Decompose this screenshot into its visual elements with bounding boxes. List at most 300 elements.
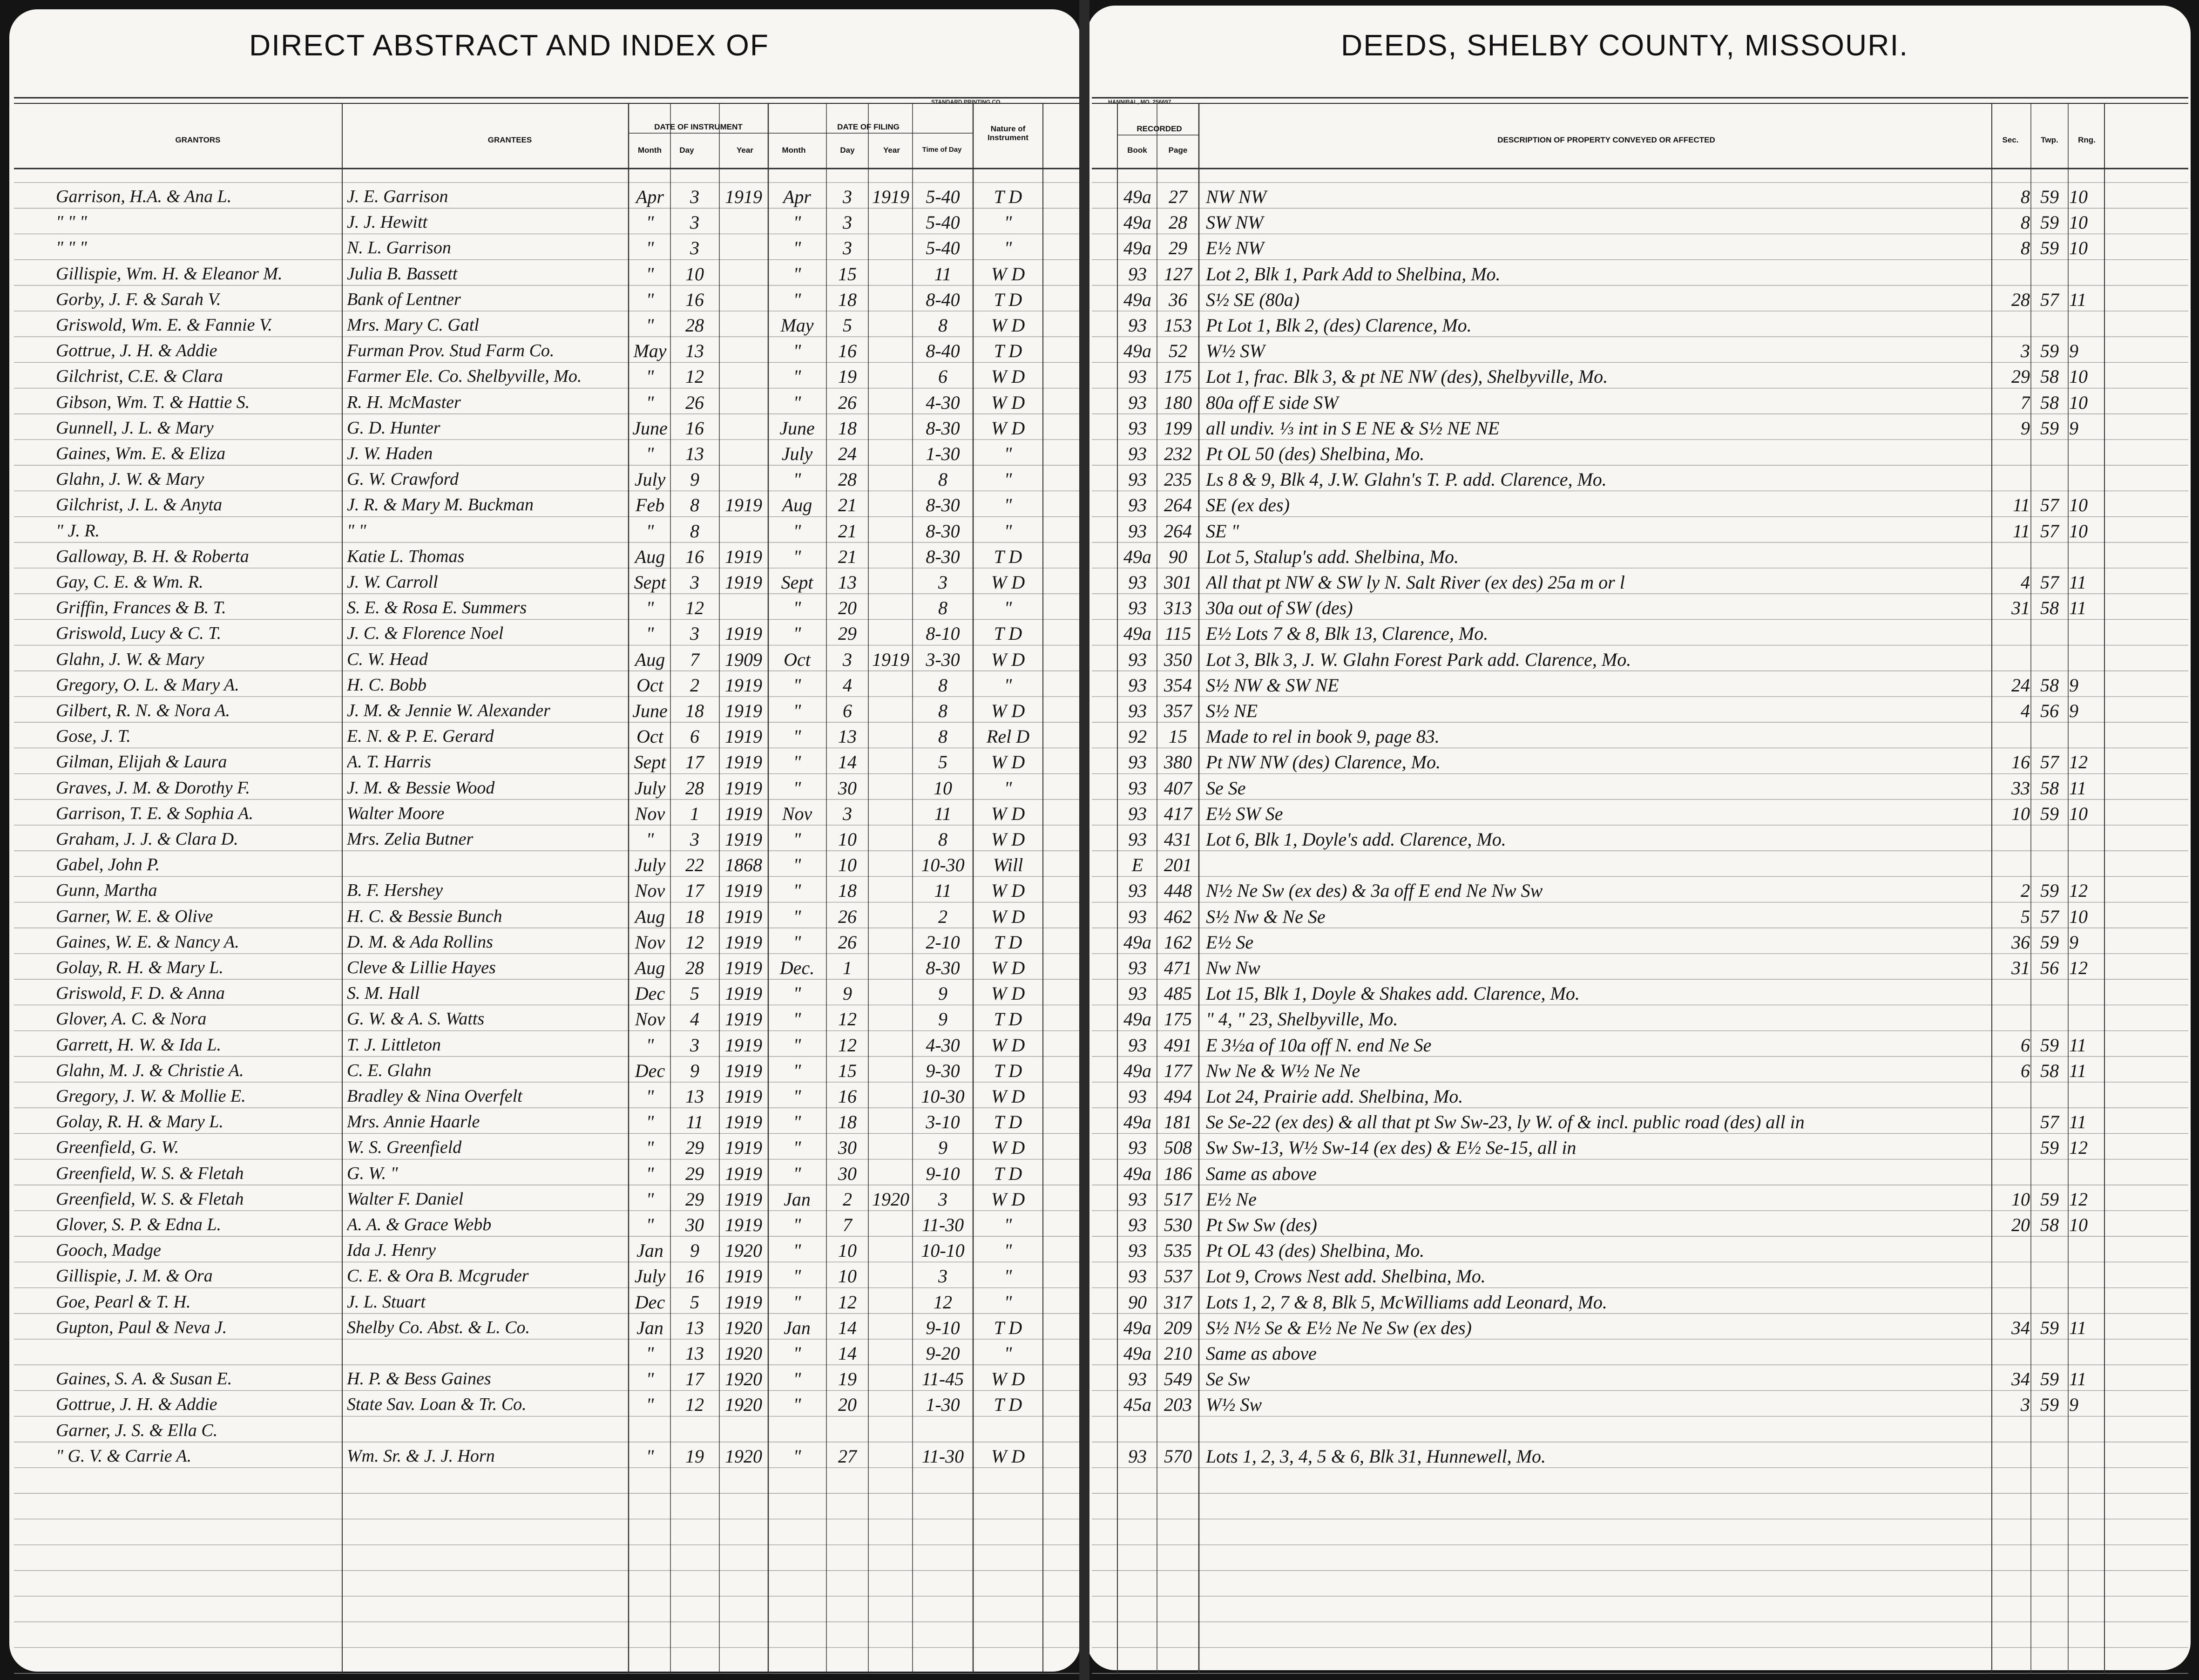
cell-rng: 12 [2069, 752, 2088, 773]
cell-id: 16 [685, 1266, 704, 1287]
cell-fm: " [793, 1086, 801, 1107]
cell-id: 16 [685, 546, 704, 567]
cell-time: 6 [938, 366, 947, 387]
cell-desc: 80a off E side SW [1206, 392, 1339, 413]
cell-im: June [632, 417, 668, 439]
cell-fm: " [793, 854, 801, 876]
cell-book: 93 [1128, 1137, 1147, 1158]
cell-desc: Pt OL 50 (des) Shelbina, Mo. [1206, 443, 1425, 464]
cell-id: 3 [690, 237, 699, 259]
cell-fd: 3 [843, 186, 852, 207]
cell-grantee: E. N. & P. E. Gerard [347, 726, 494, 746]
cell-fm: " [793, 546, 801, 567]
cell-desc: Lots 1, 2, 3, 4, 5 & 6, Blk 31, Hunnewell, Mo. [1206, 1445, 1546, 1467]
cell-nat: T D [994, 931, 1022, 953]
header-date-of-instrument: DATE OF INSTRUMENT [654, 122, 743, 131]
cell-page: 530 [1164, 1214, 1192, 1235]
cell-nat: " [1004, 1343, 1012, 1364]
cell-desc: Lot 5, Stalup's add. Shelbina, Mo. [1206, 546, 1459, 567]
cell-nat: " [1004, 674, 1012, 696]
cell-nat: T D [994, 546, 1022, 567]
cell-id: 16 [685, 289, 704, 310]
cell-fm: " [793, 1343, 801, 1364]
cell-grantor: " G. V. & Carrie A. [56, 1446, 192, 1466]
cell-id: 29 [685, 1137, 704, 1158]
cell-im: " [646, 1343, 654, 1364]
cell-fd: 6 [843, 700, 852, 721]
cell-fd: 1 [843, 957, 852, 978]
cell-page: 181 [1164, 1111, 1192, 1133]
cell-desc: Se Sw [1206, 1368, 1250, 1390]
cell-grantor: Graves, J. M. & Dorothy F. [56, 778, 250, 798]
cell-grantee: Mrs. Zelia Butner [347, 829, 474, 849]
cell-fd: 3 [843, 212, 852, 233]
cell-im: " [646, 1445, 654, 1467]
cell-time: 5-40 [926, 237, 960, 259]
cell-grantee: W. S. Greenfield [347, 1138, 462, 1158]
cell-book: 49a [1123, 1317, 1151, 1338]
cell-id: 1 [690, 803, 699, 824]
cell-grantor: Griswold, F. D. & Anna [56, 983, 225, 1003]
cell-nat: W D [991, 1034, 1025, 1056]
cell-iy: 1919 [725, 1291, 762, 1313]
cell-twp: 57 [2040, 1111, 2059, 1133]
cell-page: 313 [1164, 597, 1192, 619]
cell-page: 508 [1164, 1137, 1192, 1158]
cell-sec: 4 [2021, 572, 2030, 593]
cell-id: 9 [690, 1060, 699, 1081]
cell-nat: " [1004, 469, 1012, 490]
cell-page: 407 [1164, 777, 1192, 799]
cell-id: 3 [690, 572, 699, 593]
cell-grantor: Gunn, Martha [56, 881, 157, 901]
cell-time: 11 [934, 880, 952, 901]
cell-nat: W D [991, 700, 1025, 721]
cell-grantor: Gorby, J. F. & Sarah V. [56, 289, 221, 309]
cell-desc: Lot 2, Blk 1, Park Add to Shelbina, Mo. [1206, 263, 1501, 285]
cell-fm: " [793, 674, 801, 696]
cell-im: July [634, 854, 666, 876]
cell-fd: 12 [838, 1009, 857, 1030]
cell-time: 8 [938, 469, 947, 490]
cell-im: " [646, 237, 654, 259]
cell-grantee: B. F. Hershey [347, 881, 443, 901]
cell-grantee: A. T. Harris [347, 752, 431, 772]
cell-page: 491 [1164, 1034, 1192, 1056]
cell-iy: 1919 [725, 1060, 762, 1081]
cell-book: 49a [1123, 931, 1151, 953]
cell-desc: E½ NW [1206, 237, 1264, 259]
cell-time: 4-30 [926, 1034, 960, 1056]
cell-desc: Same as above [1206, 1343, 1317, 1364]
cell-desc: 30a out of SW (des) [1206, 597, 1353, 619]
cell-id: 3 [690, 623, 699, 644]
cell-im: " [646, 289, 654, 310]
cell-fm: " [793, 1060, 801, 1081]
cell-page: 180 [1164, 392, 1192, 413]
cell-nat: T D [994, 289, 1022, 310]
cell-fm: " [793, 777, 801, 799]
header-instrument-day: Day [679, 146, 694, 155]
cell-time: 5-40 [926, 186, 960, 207]
cell-grantor: Gay, C. E. & Wm. R. [56, 572, 203, 592]
cell-desc: E½ Ne [1206, 1188, 1257, 1210]
cell-desc: S½ N½ Se & E½ Ne Ne Sw (ex des) [1206, 1317, 1472, 1338]
cell-nat: " [1004, 212, 1012, 233]
cell-desc: Pt Sw Sw (des) [1206, 1214, 1317, 1235]
cell-nat: W D [991, 803, 1025, 824]
cell-page: 28 [1169, 212, 1187, 233]
header-instrument-month: Month [638, 146, 662, 155]
cell-desc: Pt NW NW (des) Clarence, Mo. [1206, 752, 1441, 773]
cell-fd: 14 [838, 752, 857, 773]
cell-grantor: Gregory, O. L. & Mary A. [56, 675, 239, 695]
cell-im: July [634, 777, 666, 799]
cell-page: 517 [1164, 1188, 1192, 1210]
cell-time: 11 [934, 263, 952, 285]
cell-fd: 3 [843, 237, 852, 259]
cell-fm: Oct [784, 649, 811, 670]
cell-fd: 18 [838, 417, 857, 439]
cell-page: 175 [1164, 1009, 1192, 1030]
cell-twp: 59 [2040, 1394, 2059, 1416]
cell-im: " [646, 1214, 654, 1235]
cell-grantee: T. J. Littleton [347, 1035, 441, 1055]
cell-nat: T D [994, 1163, 1022, 1184]
cell-grantee: J. L. Stuart [347, 1292, 426, 1312]
cell-iy: 1919 [725, 1188, 762, 1210]
cell-fd: 16 [838, 340, 857, 362]
cell-fm: " [793, 726, 801, 747]
cell-fm: " [793, 392, 801, 413]
cell-page: 52 [1169, 340, 1187, 362]
cell-book: 93 [1128, 1445, 1147, 1467]
cell-id: 8 [690, 520, 699, 542]
cell-book: 49a [1123, 546, 1151, 567]
cell-nat: W D [991, 752, 1025, 773]
cell-id: 11 [686, 1111, 704, 1133]
cell-nat: W D [991, 649, 1025, 670]
cell-time: 9 [938, 1009, 947, 1030]
cell-book: 93 [1128, 366, 1147, 387]
cell-desc: Sw Sw-13, W½ Sw-14 (ex des) & E½ Se-15, all in [1206, 1137, 1577, 1158]
cell-time: 1-30 [926, 1394, 960, 1416]
cell-fd: 19 [838, 366, 857, 387]
cell-fm: " [793, 931, 801, 953]
cell-sec: 28 [2011, 289, 2030, 310]
cell-fd: 30 [838, 1137, 857, 1158]
cell-fm: June [779, 417, 815, 439]
cell-sec: 29 [2011, 366, 2030, 387]
cell-book: 93 [1128, 1034, 1147, 1056]
cell-sec: 8 [2021, 186, 2030, 207]
header-twp: Twp. [2041, 135, 2058, 144]
cell-desc: S½ SE (80a) [1206, 289, 1300, 310]
cell-im: " [646, 1111, 654, 1133]
cell-iy: 1919 [725, 829, 762, 850]
cell-grantee: H. C. Bobb [347, 675, 426, 695]
cell-page: 186 [1164, 1163, 1192, 1184]
cell-fm: " [793, 1266, 801, 1287]
cell-grantee: G. D. Hunter [347, 418, 440, 438]
cell-fd: 26 [838, 931, 857, 953]
cell-nat: W D [991, 957, 1025, 978]
cell-page: 301 [1164, 572, 1192, 593]
cell-time: 8 [938, 674, 947, 696]
cell-book: 49a [1123, 237, 1151, 259]
cell-fm: " [793, 212, 801, 233]
cell-fy: 1920 [872, 1188, 909, 1210]
cell-grantor: Gillispie, J. M. & Ora [56, 1266, 213, 1286]
cell-book: 93 [1128, 1266, 1147, 1287]
cell-nat: " [1004, 597, 1012, 619]
cell-time: 8-40 [926, 340, 960, 362]
cell-id: 12 [685, 1394, 704, 1416]
cell-grantor: Gilchrist, J. L. & Anyta [56, 495, 223, 515]
cell-fd: 30 [838, 777, 857, 799]
cell-fm: " [793, 1445, 801, 1467]
cell-grantee: J. W. Carroll [347, 572, 438, 592]
cell-time: 12 [934, 1291, 952, 1313]
cell-fd: 10 [838, 829, 857, 850]
cell-desc: S½ NE [1206, 700, 1258, 721]
cell-fm: " [793, 1394, 801, 1416]
cell-nat: " [1004, 777, 1012, 799]
cell-rng: 9 [2069, 417, 2078, 439]
cell-book: 93 [1128, 495, 1147, 516]
cell-im: Nov [635, 880, 665, 901]
cell-im: " [646, 829, 654, 850]
cell-grantor: Gaines, S. A. & Susan E. [56, 1369, 232, 1389]
cell-grantee: Furman Prov. Stud Farm Co. [347, 341, 555, 361]
cell-page: 153 [1164, 315, 1192, 336]
cell-id: 28 [685, 315, 704, 336]
cell-desc: Pt Lot 1, Blk 2, (des) Clarence, Mo. [1206, 315, 1472, 336]
cell-grantee: Bank of Lentner [347, 289, 461, 309]
cell-nat: W D [991, 983, 1025, 1004]
cell-grantor: Gregory, J. W. & Mollie E. [56, 1086, 246, 1106]
cell-rng: 10 [2069, 495, 2088, 516]
header-grantors: GRANTORS [175, 135, 221, 144]
cell-grantor: Glahn, M. J. & Christie A. [56, 1060, 244, 1080]
cell-time: 2-10 [926, 931, 960, 953]
cell-book: 93 [1128, 417, 1147, 439]
cell-time: 3 [938, 572, 947, 593]
cell-book: 93 [1128, 803, 1147, 824]
cell-desc: E½ Lots 7 & 8, Blk 13, Clarence, Mo. [1206, 623, 1489, 644]
cell-im: " [646, 1394, 654, 1416]
cell-rng: 11 [2069, 1368, 2087, 1390]
cell-twp: 58 [2040, 392, 2059, 413]
cell-im: " [646, 392, 654, 413]
cell-book: 93 [1128, 829, 1147, 850]
cell-sec: 2 [2021, 880, 2030, 901]
cell-twp: 57 [2040, 572, 2059, 593]
right-page-title: DEEDS, SHELBY COUNTY, MISSOURI. [1341, 28, 1909, 62]
cell-grantee: S. E. & Rosa E. Summers [347, 598, 527, 618]
cell-page: 15 [1169, 726, 1187, 747]
header-filing-year: Year [883, 146, 900, 155]
cell-fm: " [793, 289, 801, 310]
cell-page: 90 [1169, 546, 1187, 567]
cell-twp: 59 [2040, 237, 2059, 259]
cell-im: May [633, 340, 667, 362]
cell-rng: 12 [2069, 1188, 2088, 1210]
cell-desc: SW NW [1206, 212, 1264, 233]
cell-fd: 30 [838, 1163, 857, 1184]
cell-desc: W½ Sw [1206, 1394, 1262, 1416]
cell-fm: " [793, 983, 801, 1004]
cell-id: 9 [690, 1240, 699, 1261]
cell-nat: T D [994, 186, 1022, 207]
cell-grantor: Greenfield, W. S. & Fletah [56, 1189, 244, 1209]
cell-desc: Se Se [1206, 777, 1246, 799]
cell-book: 93 [1128, 1086, 1147, 1107]
cell-time: 3-10 [926, 1111, 960, 1133]
cell-im: " [646, 1163, 654, 1184]
cell-page: 210 [1164, 1343, 1192, 1364]
cell-twp: 58 [2040, 674, 2059, 696]
cell-desc: SE (ex des) [1206, 495, 1290, 516]
cell-iy: 1919 [725, 931, 762, 953]
cell-nat: T D [994, 1009, 1022, 1030]
cell-id: 17 [685, 1368, 704, 1390]
cell-time: 9-20 [926, 1343, 960, 1364]
cell-time: 11-30 [921, 1214, 964, 1235]
cell-rng: 10 [2069, 520, 2088, 542]
cell-sec: 31 [2011, 957, 2030, 978]
cell-twp: 59 [2040, 1188, 2059, 1210]
cell-desc: SE " [1206, 520, 1239, 542]
cell-nat: W D [991, 1086, 1025, 1107]
cell-iy: 1919 [725, 880, 762, 901]
cell-id: 12 [685, 366, 704, 387]
cell-grantee: Farmer Ele. Co. Shelbyville, Mo. [347, 366, 582, 386]
cell-iy: 1919 [725, 777, 762, 799]
cell-book: 49a [1123, 212, 1151, 233]
cell-sec: 10 [2011, 803, 2030, 824]
cell-id: 13 [685, 1343, 704, 1364]
cell-id: 3 [690, 829, 699, 850]
cell-rng: 12 [2069, 957, 2088, 978]
cell-grantor: " " " [56, 238, 87, 258]
cell-fm: " [793, 1240, 801, 1261]
cell-grantor: Gaines, Wm. E. & Eliza [56, 444, 226, 463]
cell-fm: July [781, 443, 813, 464]
cell-grantee: C. W. Head [347, 649, 428, 669]
cell-grantee: Katie L. Thomas [347, 546, 465, 566]
cell-page: 177 [1164, 1060, 1192, 1081]
cell-book: 49a [1123, 1343, 1151, 1364]
cell-sec: 36 [2011, 931, 2030, 953]
cell-iy: 1920 [725, 1317, 762, 1338]
cell-grantor: Golay, R. H. & Mary L. [56, 1112, 223, 1132]
cell-fm: " [793, 1368, 801, 1390]
cell-im: " [646, 443, 654, 464]
cell-page: 209 [1164, 1317, 1192, 1338]
cell-book: 93 [1128, 1368, 1147, 1390]
cell-im: " [646, 623, 654, 644]
cell-book: 45a [1123, 1394, 1151, 1416]
cell-page: 235 [1164, 469, 1192, 490]
header-book: Book [1127, 146, 1147, 155]
cell-nat: W D [991, 1188, 1025, 1210]
cell-twp: 56 [2040, 700, 2059, 721]
cell-page: 535 [1164, 1240, 1192, 1261]
cell-grantor: Gunnell, J. L. & Mary [56, 418, 214, 438]
cell-fd: 21 [838, 520, 857, 542]
cell-desc: Lot 15, Blk 1, Doyle & Shakes add. Clarence, Mo. [1206, 983, 1580, 1004]
cell-desc: Lot 3, Blk 3, J. W. Glahn Forest Park add. Clarence, Mo. [1206, 649, 1631, 670]
cell-fm: Apr [783, 186, 811, 207]
cell-id: 2 [690, 674, 699, 696]
cell-fm: Nov [782, 803, 812, 824]
cell-nat: " [1004, 1266, 1012, 1287]
cell-fm: " [793, 237, 801, 259]
cell-sec: 11 [2012, 495, 2030, 516]
cell-page: 448 [1164, 880, 1192, 901]
cell-grantor: Graham, J. J. & Clara D. [56, 829, 238, 849]
cell-grantor: Goe, Pearl & T. H. [56, 1292, 191, 1312]
cell-desc: Nw Ne & W½ Ne Ne [1206, 1060, 1360, 1081]
cell-fm: Jan [784, 1317, 811, 1338]
cell-id: 28 [685, 957, 704, 978]
cell-desc: all undiv. ⅓ int in S E NE & S½ NE NE [1206, 417, 1500, 439]
cell-book: 90 [1128, 1291, 1147, 1313]
cell-grantee: C. E. Glahn [347, 1060, 432, 1080]
cell-grantee: Mrs. Mary C. Gatl [347, 315, 479, 335]
cell-id: 12 [685, 931, 704, 953]
cell-id: 6 [690, 726, 699, 747]
cell-rng: 12 [2069, 880, 2088, 901]
cell-iy: 1920 [725, 1445, 762, 1467]
cell-sec: 4 [2021, 700, 2030, 721]
cell-book: 49a [1123, 623, 1151, 644]
cell-time: 8-30 [926, 957, 960, 978]
cell-time: 8-30 [926, 417, 960, 439]
cell-fm: " [793, 623, 801, 644]
cell-fm: Jan [784, 1188, 811, 1210]
cell-fd: 10 [838, 1266, 857, 1287]
cell-fm: " [793, 597, 801, 619]
cell-fd: 21 [838, 546, 857, 567]
cell-im: Aug [635, 906, 665, 927]
cell-sec: 31 [2011, 597, 2030, 619]
cell-iy: 1919 [725, 623, 762, 644]
cell-im: " [646, 1188, 654, 1210]
cell-id: 29 [685, 1163, 704, 1184]
cell-grantor: Gillispie, Wm. H. & Eleanor M. [56, 264, 283, 284]
cell-sec: 10 [2011, 1188, 2030, 1210]
cell-rng: 9 [2069, 340, 2078, 362]
cell-grantor: Glahn, J. W. & Mary [56, 469, 204, 489]
cell-twp: 59 [2040, 186, 2059, 207]
cell-book: 93 [1128, 597, 1147, 619]
cell-time: 8 [938, 700, 947, 721]
cell-fd: 14 [838, 1317, 857, 1338]
cell-fd: 5 [843, 315, 852, 336]
cell-im: " [646, 1086, 654, 1107]
cell-grantor: " " " [56, 212, 87, 232]
cell-fd: 27 [838, 1445, 857, 1467]
cell-grantee: Bradley & Nina Overfelt [347, 1086, 522, 1106]
cell-fd: 29 [838, 623, 857, 644]
cell-twp: 59 [2040, 1368, 2059, 1390]
cell-id: 4 [690, 1009, 699, 1030]
cell-iy: 1919 [725, 1086, 762, 1107]
cell-fd: 13 [838, 726, 857, 747]
cell-grantee: J. R. & Mary M. Buckman [347, 495, 534, 515]
